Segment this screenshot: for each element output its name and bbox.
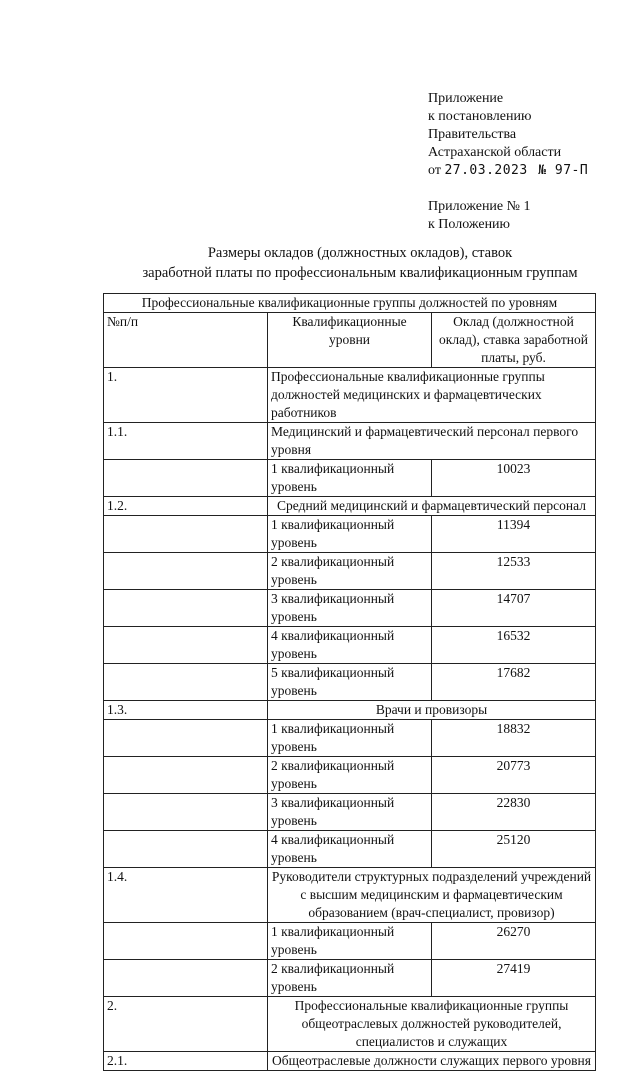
table-row-group [104, 868, 596, 923]
level-label: 5 квалификационный уровень [268, 664, 432, 701]
level-label: 2 квалификационный уровень [268, 757, 432, 794]
level-label: 4 квалификационный уровень [268, 627, 432, 664]
table-row-level [104, 960, 596, 997]
salary-value: 17682 [432, 664, 596, 701]
group-label: Общеотраслевые должности служащих первого уровня [268, 1052, 596, 1071]
table-row-level [104, 460, 596, 497]
salary-value: 27419 [432, 960, 596, 997]
col-header-salary: Оклад (должностной оклад), ставка заработной платы, руб. [432, 313, 596, 368]
header-line: Астраханской области [428, 145, 562, 160]
group-number: 1.3. [104, 701, 268, 720]
salary-value: 11394 [432, 516, 596, 553]
salary-value: 14707 [432, 590, 596, 627]
group-number: 1.4. [104, 868, 268, 923]
table-row-group [104, 701, 596, 720]
salary-value: 18832 [432, 720, 596, 757]
col-header-num: №п/п [104, 313, 268, 368]
table-row-group [104, 423, 596, 460]
salary-value: 26270 [432, 923, 596, 960]
header-date-line [428, 162, 588, 180]
salary-value: 22830 [432, 794, 596, 831]
table-row-group [104, 1052, 596, 1071]
table-row-level [104, 590, 596, 627]
salary-value: 16532 [432, 627, 596, 664]
group-label: Профессиональные квалификационные группы должностей медицинских и фармацевтических работников [268, 368, 596, 423]
salary-value: 20773 [432, 757, 596, 794]
row-number-cell [104, 960, 268, 997]
row-number-cell [104, 831, 268, 868]
group-label: Медицинский и фармацевтический персонал первого уровня [268, 423, 596, 460]
table-row-level [104, 627, 596, 664]
row-number-cell [104, 794, 268, 831]
salary-table [103, 293, 596, 1071]
group-number: 1. [104, 368, 268, 423]
row-number-cell [104, 720, 268, 757]
row-number-cell [104, 553, 268, 590]
level-label: 2 квалификационный уровень [268, 960, 432, 997]
row-number-cell [104, 664, 268, 701]
date-prefix: от [428, 163, 441, 178]
header-line: к постановлению [428, 109, 532, 124]
level-label: 1 квалификационный уровень [268, 923, 432, 960]
level-label: 3 квалификационный уровень [268, 590, 432, 627]
table-row-level [104, 664, 596, 701]
group-label: Средний медицинский и фармацевтический персонал [268, 497, 596, 516]
group-number: 2.1. [104, 1052, 268, 1071]
table-row-level [104, 516, 596, 553]
salary-value: 25120 [432, 831, 596, 868]
table-row-group [104, 497, 596, 516]
appendix-number: Приложение № 1 [428, 199, 531, 214]
row-number-cell [104, 516, 268, 553]
appendix-header [428, 90, 588, 234]
level-label: 3 квалификационный уровень [268, 794, 432, 831]
table-row-level [104, 757, 596, 794]
title-line-2: заработной платы по профессиональным квалификационным группам [142, 265, 578, 281]
header-line: Приложение [428, 91, 504, 106]
level-label: 1 квалификационный уровень [268, 516, 432, 553]
table-row-level [104, 720, 596, 757]
row-number-cell [104, 590, 268, 627]
table-column-header-row [104, 313, 596, 368]
level-label: 4 квалификационный уровень [268, 831, 432, 868]
table-row-group [104, 997, 596, 1052]
table-top-header: Профессиональные квалификационные группы должностей по уровням [104, 294, 596, 313]
table-row-level [104, 923, 596, 960]
header-line: Правительства [428, 127, 517, 142]
level-label: 2 квалификационный уровень [268, 553, 432, 590]
col-header-levels: Квалификационные уровни [268, 313, 432, 368]
row-number-cell [104, 460, 268, 497]
group-number: 2. [104, 997, 268, 1052]
group-number: 1.1. [104, 423, 268, 460]
level-label: 1 квалификационный уровень [268, 460, 432, 497]
salary-value: 10023 [432, 460, 596, 497]
group-label: Врачи и провизоры [268, 701, 596, 720]
document-title [100, 243, 620, 283]
group-label: Руководители структурных подразделений учреждений с высшим медицинским и фармацевтическим образованием (врач-специалист, провизор) [268, 868, 596, 923]
date-value: 27.03.2023 [444, 163, 528, 178]
table-row-group [104, 368, 596, 423]
decree-number: № 97-П [538, 163, 589, 178]
group-number: 1.2. [104, 497, 268, 516]
group-label: Профессиональные квалификационные группы общеотраслевых должностей руководителей, специалистов и служащих [268, 997, 596, 1052]
table-row-level [104, 831, 596, 868]
title-line-1: Размеры окладов (должностных окладов), ставок [207, 245, 513, 261]
table-top-header-row [104, 294, 596, 313]
table-row-level [104, 553, 596, 590]
appendix-target: к Положению [428, 217, 511, 232]
level-label: 1 квалификационный уровень [268, 720, 432, 757]
salary-value: 12533 [432, 553, 596, 590]
table-row-level [104, 794, 596, 831]
row-number-cell [104, 627, 268, 664]
row-number-cell [104, 923, 268, 960]
row-number-cell [104, 757, 268, 794]
